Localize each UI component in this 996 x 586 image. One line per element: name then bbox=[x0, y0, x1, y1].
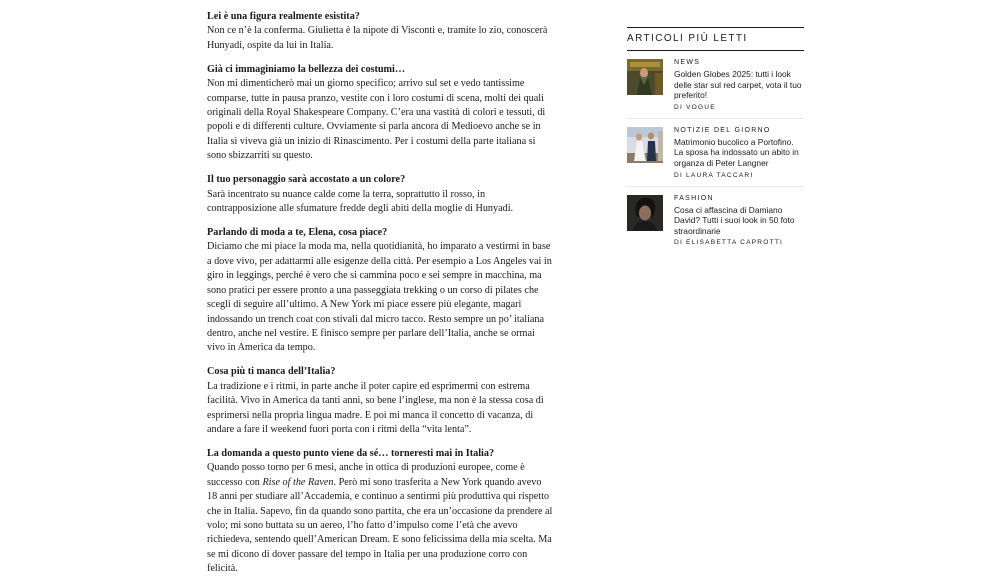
most-read-item-text bbox=[674, 195, 804, 247]
answer-paragraph: Non mi dimenticherò mai un giorno specifico; arrivo sul set e vedo tantissime comparse, tutte in pausa pranzo, vestite con i loro costumi di scena, molti dei quali originali della Royal Shakespeare Company. C’era una vastità di colori e tessuti, di popoli e di differenti culture. Ovviamente si parla ancora di Medioevo anche se in Italia si viveva già un inizio di Rinascimento. Per i costumi della parte italiana si sono sbizzarriti su questo. bbox=[207, 78, 546, 162]
answer-paragraph: Non ce n’è la conferma. Giulietta è la nipote di Visconti e, tramite lo zio, conoscerà Hunyadi, ospite da lui in Italia. bbox=[207, 25, 548, 51]
most-read-heading: ARTICOLI PIÙ LETTI bbox=[627, 27, 804, 51]
item-title-link[interactable]: Cosa ci affascina di Damiano David? Tutti i suoi look in 50 foto straordinarie bbox=[674, 204, 795, 236]
most-read-sidebar bbox=[627, 27, 804, 261]
most-read-item[interactable] bbox=[627, 59, 804, 119]
question-heading: Cosa più ti manca dell’Italia? bbox=[207, 366, 336, 378]
answer-text: Quando posso torno per 6 mesi, anche in ottica di produzioni europee, come è successo con bbox=[207, 462, 525, 488]
answer-paragraph bbox=[207, 461, 554, 576]
item-category: FASHION bbox=[674, 194, 714, 202]
item-category: NOTIZIE DEL GIORNO bbox=[674, 126, 771, 134]
most-read-item[interactable] bbox=[627, 127, 804, 187]
question-heading: Parlando di moda a te, Elena, cosa piace? bbox=[207, 227, 388, 239]
most-read-item-text bbox=[674, 59, 804, 111]
qa-block bbox=[207, 365, 554, 437]
qa-block bbox=[207, 10, 554, 53]
damiano-portrait-photo[interactable] bbox=[627, 195, 663, 231]
item-byline: DI LAURA TACCARI bbox=[674, 171, 754, 179]
item-byline: DI VOGUE bbox=[674, 103, 716, 111]
item-byline: DI ELISABETTA CAPROTTI bbox=[674, 239, 784, 247]
article-body bbox=[207, 10, 554, 586]
answer-paragraph: Sarà incentrato su nuance calde come la terra, soprattutto il rosso, in contrapposizione alle sfumature fredde degli abiti della moglie di Hunyadi. bbox=[207, 188, 514, 215]
most-read-item[interactable] bbox=[627, 195, 804, 254]
most-read-item-text bbox=[674, 127, 804, 179]
wedding-photo[interactable] bbox=[627, 127, 663, 163]
question-heading: Lei è una figura realmente esistita? bbox=[207, 11, 360, 22]
answer-text: . Però mi sono trasferita a New York quando avevo 18 anni per studiare all’Accademia, e continuo a sentirmi più produttiva qui rispetto che in Italia. Sapevo, fin da quando sono partita, che era un’occasione da prendere al volo; mi sono buttata su un aereo, l’ho fatto d’impulso come l’età che avevo richiedeva, sentendo quell’American Dream. E sono felicissima della mia scelta. Ma se mi dicono di dover passare del tempo in Italia per una produzione corro con felicità. bbox=[207, 476, 553, 575]
question-heading: Il tuo personaggio sarà accostato a un colore? bbox=[207, 174, 406, 186]
item-title-link[interactable]: Golden Globes 2025: tutti i look delle star sul red carpet, vota il tuo preferito! bbox=[674, 69, 802, 101]
answer-paragraph: La tradizione e i ritmi, in parte anche il poter capire ed esprimermi con estrema facilità. Vivo in America da tanti anni, so bene l’inglese, ma non è la stessa cosa di esprimersi nella propria lingua madre. E poi mi manca il concetto di vacanza, di andare a fare il weekend fuori porta con i ritmi della “vita lenta”. bbox=[207, 380, 544, 435]
qa-block bbox=[207, 226, 554, 356]
qa-block bbox=[207, 63, 554, 164]
answer-paragraph: Diciamo che mi piace la moda ma, nella quotidianità, ho imparato a vestirmi in base a dove vivo, per adattarmi alle esigenze della città. Per esempio a Los Angeles vai in giro in leggings, perché è vero che si cammina poco e sei sempre in macchina, ma sono pratici per essere pronto a una passeggiata trekking o un corso di pilates che scegli di seguire all’ultimo. A New York mi piace essere più elegante, magari indossando un trench coat con stivali dal micro tacco. Resto sempre un po’ italiana dentro, anche nel vestire. E finisco sempre per parlare dell’Italia, anche se ormai vivo in America da tempo. bbox=[207, 241, 552, 354]
qa-block bbox=[207, 447, 554, 577]
question-heading: La domanda a questo punto viene da sé… torneresti mai in Italia? bbox=[207, 447, 495, 459]
question-heading: Già ci immaginiamo la bellezza dei costumi… bbox=[207, 63, 406, 75]
golden-globes-photo[interactable] bbox=[627, 59, 663, 95]
qa-block bbox=[207, 173, 554, 216]
item-title-link[interactable]: Matrimonio bucolico a Portofino. La sposa ha indossato un abito in organza di Peter Langner bbox=[674, 136, 799, 168]
item-category: NEWS bbox=[674, 59, 701, 66]
film-title: Rise of the Raven bbox=[262, 476, 334, 488]
most-read-list bbox=[627, 59, 804, 253]
